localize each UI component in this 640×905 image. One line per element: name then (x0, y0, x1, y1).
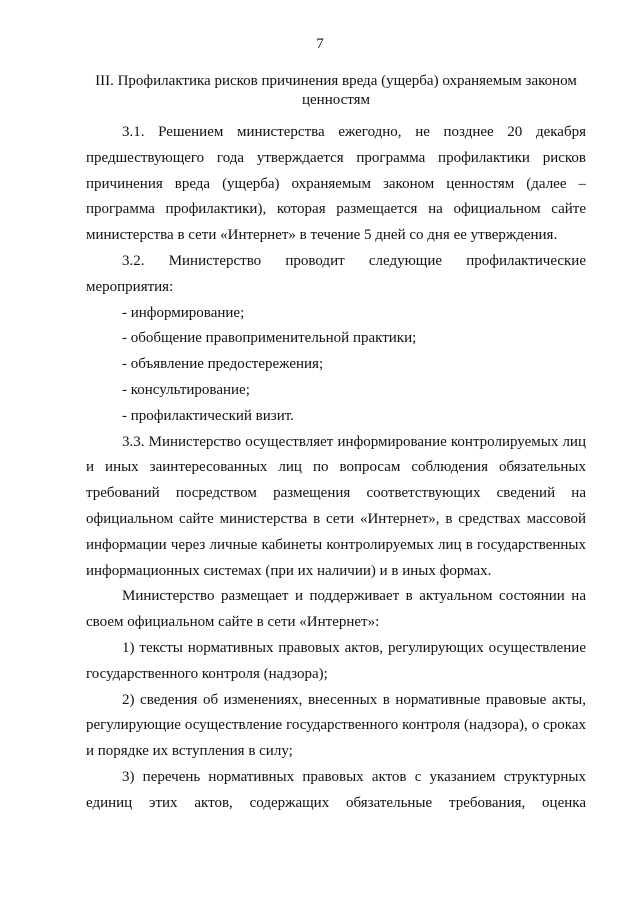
paragraph-3-1: 3.1. Решением министерства ежегодно, не позднее 20 декабря предшествующего года утверждается программа профилактики рисков причинения вреда (ущерба) охраняемым законом ценностям (далее – программа профилактики), которая размещается на официальном сайте министерства в сети «Интернет» в течение 5 дней со дня ее утверждения. (86, 124, 586, 244)
site-list-item-2: 2) сведения об изменениях, внесенных в нормативные правовые акты, регулирующие осуществление государственного контроля (надзора), о сроках и порядке их вступления в силу; (86, 691, 586, 760)
site-list-item-3: 3) перечень нормативных правовых актов с указанием структурных единиц этих актов, содержащих обязательные требования, оценка (86, 768, 586, 811)
document-body (86, 120, 586, 817)
section-heading: III. Профилактика рисков причинения вреда (ущерба) охраняемым законом ценностям (95, 73, 577, 108)
measure-item-practice-summary: - обобщение правоприменительной практики; (122, 330, 417, 347)
paragraph-3-3: 3.3. Министерство осуществляет информирование контролируемых лиц и иных заинтересованных лиц по вопросам соблюдения обязательных требований посредством размещения соответствующих сведений на официальном сайте министерства в сети «Интернет», в средствах массовой информации через личные кабинеты контролируемых лиц в государственных информационных системах (при их наличии) и в иных формах. (86, 433, 586, 579)
paragraph-3-2: 3.2. Министерство проводит следующие профилактические мероприятия: (86, 252, 586, 295)
page-number: 7 (316, 36, 324, 52)
measure-item-consulting: - консультирование; (122, 381, 250, 398)
paragraph-site-publishing: Министерство размещает и поддерживает в актуальном состоянии на своем официальном сайте в сети «Интернет»: (86, 588, 586, 631)
measure-item-informing: - информирование; (122, 304, 245, 321)
measure-item-warning: - объявление предостережения; (122, 356, 324, 373)
measure-item-visit: - профилактический визит. (122, 407, 294, 424)
site-list-item-1: 1) тексты нормативных правовых актов, регулирующих осуществление государственного контроля (надзора); (86, 639, 586, 682)
